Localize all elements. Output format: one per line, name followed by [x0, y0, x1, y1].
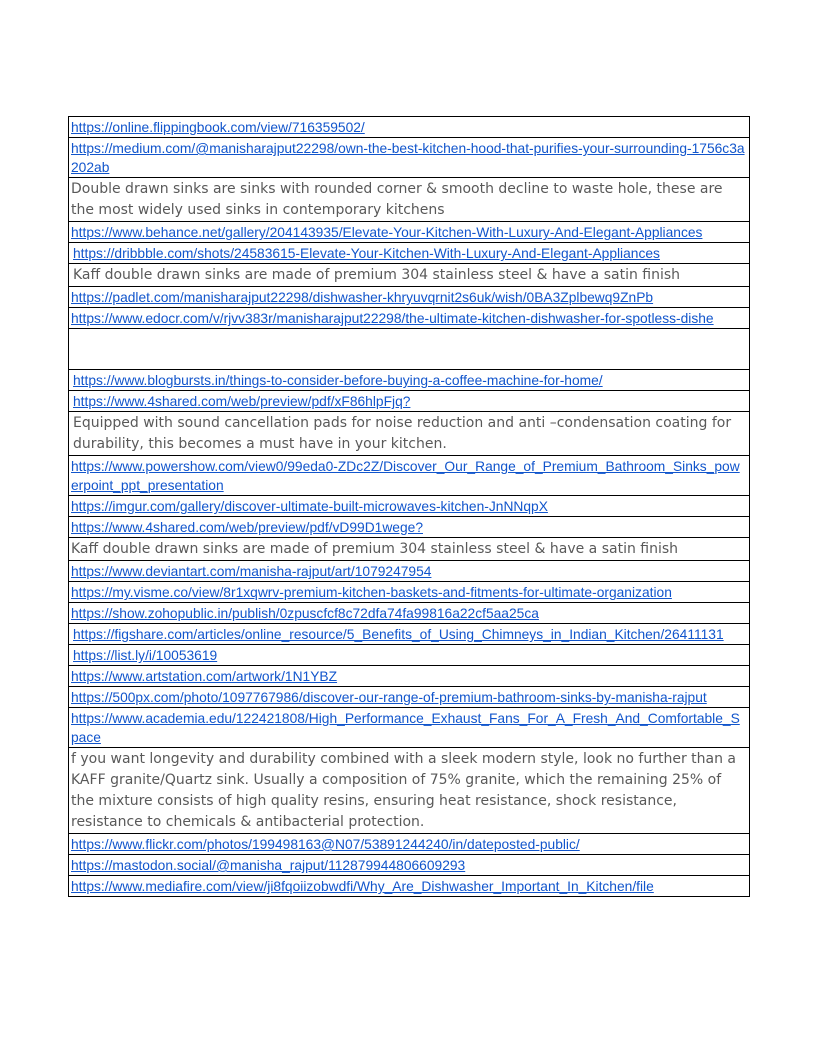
table-row — [68, 391, 750, 412]
url-link[interactable]: https://www.academia.edu/122421808/High_Performance_Exhaust_Fans_For_A_Fresh_And_Comfortable_Space — [71, 711, 740, 745]
url-link[interactable]: https://www.deviantart.com/manisha-rajput/art/1079247954 — [71, 564, 432, 579]
table-row — [68, 582, 750, 603]
table-row-description: Equipped with sound cancellation pads for noise reduction and anti –condensation coating for durability, this becomes a must have in your kitchen. — [68, 412, 750, 456]
table-row — [68, 666, 750, 687]
table-row — [68, 243, 750, 264]
url-link[interactable]: https://www.behance.net/gallery/204143935/Elevate-Your-Kitchen-With-Luxury-And-Elegant-Appliances — [71, 225, 703, 240]
table-row — [68, 855, 750, 876]
table-row-description: Double drawn sinks are sinks with rounded corner & smooth decline to waste hole, these are the most widely used sinks in contemporary kitchens — [68, 178, 750, 222]
table-row — [68, 645, 750, 666]
table-row — [68, 287, 750, 308]
url-link[interactable]: https://www.edocr.com/v/rjvv383r/manisharajput22298/the-ultimate-kitchen-dishwasher-for-spotless-dishe — [71, 311, 714, 326]
table-row-description: f you want longevity and durability combined with a sleek modern style, look no further than a KAFF granite/Quartz sink. Usually a composition of 75% granite, which the remaining 25% of the mixture consists of high quality resins, ensuring heat resistance, shock resistance, resistance to chemicals & antibacterial protection. — [68, 748, 750, 834]
table-row-description: Kaff double drawn sinks are made of premium 304 stainless steel & have a satin finish — [68, 264, 750, 287]
url-link[interactable]: https://www.powershow.com/view0/99eda0-ZDc2Z/Discover_Our_Range_of_Premium_Bathroom_Sinks_powerpoint_ppt_presentation — [71, 459, 740, 493]
url-link[interactable]: https://www.flickr.com/photos/199498163@N07/53891244240/in/dateposted-public/ — [71, 837, 580, 852]
table-row — [68, 222, 750, 243]
table-row — [68, 456, 750, 496]
table-row-description: Kaff double drawn sinks are made of premium 304 stainless steel & have a satin finish — [68, 538, 750, 561]
url-link[interactable]: https://padlet.com/manisharajput22298/dishwasher-khryuvqrnit2s6uk/wish/0BA3Zplbewq9ZnPb — [71, 290, 654, 305]
url-link[interactable]: https://www.4shared.com/web/preview/pdf/vD99D1wege? — [71, 520, 423, 535]
table-row — [68, 624, 750, 645]
url-link[interactable]: https://www.mediafire.com/view/ji8fqoiizobwdfi/Why_Are_Dishwasher_Important_In_Kitchen/file — [71, 879, 654, 894]
table-row — [68, 496, 750, 517]
url-link[interactable]: https://dribbble.com/shots/24583615-Elevate-Your-Kitchen-With-Luxury-And-Elegant-Appliances — [73, 246, 660, 261]
url-link[interactable]: https://www.blogbursts.in/things-to-consider-before-buying-a-coffee-machine-for-home/ — [73, 373, 603, 388]
url-link[interactable]: https://show.zohopublic.in/publish/0zpuscfcf8c72dfa74fa99816a22cf5aa25ca — [71, 606, 539, 621]
url-link[interactable]: https://www.4shared.com/web/preview/pdf/xF86hlpFjq? — [73, 394, 411, 409]
table-row — [68, 517, 750, 538]
table-row — [68, 117, 750, 138]
url-link[interactable]: https://mastodon.social/@manisha_rajput/112879944806609293 — [71, 858, 466, 873]
table-row — [68, 370, 750, 391]
table-row — [68, 687, 750, 708]
table-row — [68, 138, 750, 178]
url-link[interactable]: https://500px.com/photo/1097767986/discover-our-range-of-premium-bathroom-sinks-by-manisha-rajput — [71, 690, 707, 705]
table-row — [68, 561, 750, 582]
url-link[interactable]: https://list.ly/i/10053619 — [73, 648, 218, 663]
url-link[interactable]: https://my.visme.co/view/8r1xqwrv-premium-kitchen-baskets-and-fitments-for-ultimate-organization — [71, 585, 672, 600]
table-row-empty — [68, 329, 750, 370]
table-row — [68, 603, 750, 624]
url-link[interactable]: https://www.artstation.com/artwork/1N1YBZ — [71, 669, 338, 684]
table-row — [68, 834, 750, 855]
url-link[interactable]: https://imgur.com/gallery/discover-ultimate-built-microwaves-kitchen-JnNNqpX — [71, 499, 548, 514]
table-row — [68, 876, 750, 897]
url-link[interactable]: https://medium.com/@manisharajput22298/own-the-best-kitchen-hood-that-purifies-your-surrounding-1756c3a202ab — [71, 141, 745, 175]
table-row — [68, 708, 750, 748]
url-link[interactable]: https://figshare.com/articles/online_resource/5_Benefits_of_Using_Chimneys_in_Indian_Kitchen/26411131 — [73, 627, 724, 642]
table-row — [68, 308, 750, 329]
url-link[interactable]: https://online.flippingbook.com/view/716359502/ — [71, 120, 365, 135]
link-table — [68, 116, 750, 897]
